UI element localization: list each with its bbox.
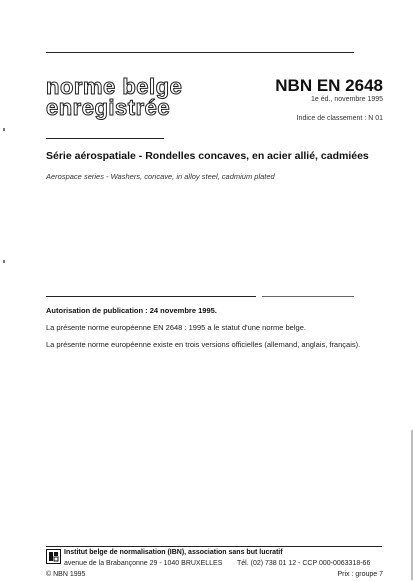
footer-copyright: © NBN 1995	[46, 571, 86, 578]
margin-mark	[3, 128, 5, 131]
footer-telephone: Tél. (02) 738 01 12 - CCP 000-0063318-66	[237, 560, 371, 567]
footer-organization: Institut belge de normalisation (IBN), association sans but lucratif	[64, 549, 283, 556]
title-french: Série aérospatiale - Rondelles concaves, en acier allié, cadmiées	[46, 150, 369, 162]
title-english: Aerospace series - Washers, concave, in alloy steel, cadmium plated	[46, 172, 275, 181]
brand-line-1: norme belge	[46, 74, 183, 99]
footer-price-group: Prix : groupe 7	[337, 571, 383, 578]
status-paragraph: La présente norme européenne EN 2648 : 1995 a le statut d'une norme belge.	[46, 323, 306, 332]
brand-line-2: enregistrée	[46, 95, 171, 120]
footer-address: avenue de la Brabançonne 29 - 1040 BRUXELLES	[64, 560, 223, 567]
publication-authorisation: Autorisation de publication : 24 novembre 1995.	[46, 306, 217, 315]
publication-rule	[46, 296, 256, 297]
classification-index: Indice de classement : N 01	[296, 115, 383, 122]
footer-rule	[46, 546, 382, 547]
top-rule	[46, 52, 354, 53]
title-rule	[46, 138, 164, 139]
versions-paragraph: La présente norme européenne existe en trois versions officielles (allemand, anglais, français).	[46, 340, 361, 349]
standard-number: NBN EN 2648	[275, 76, 383, 95]
brand-mark	[46, 76, 182, 118]
ibn-logo-icon	[46, 549, 61, 564]
margin-mark	[3, 260, 5, 263]
publication-rule-right	[262, 296, 354, 297]
edition-date: 1e éd., novembre 1995	[311, 96, 383, 103]
